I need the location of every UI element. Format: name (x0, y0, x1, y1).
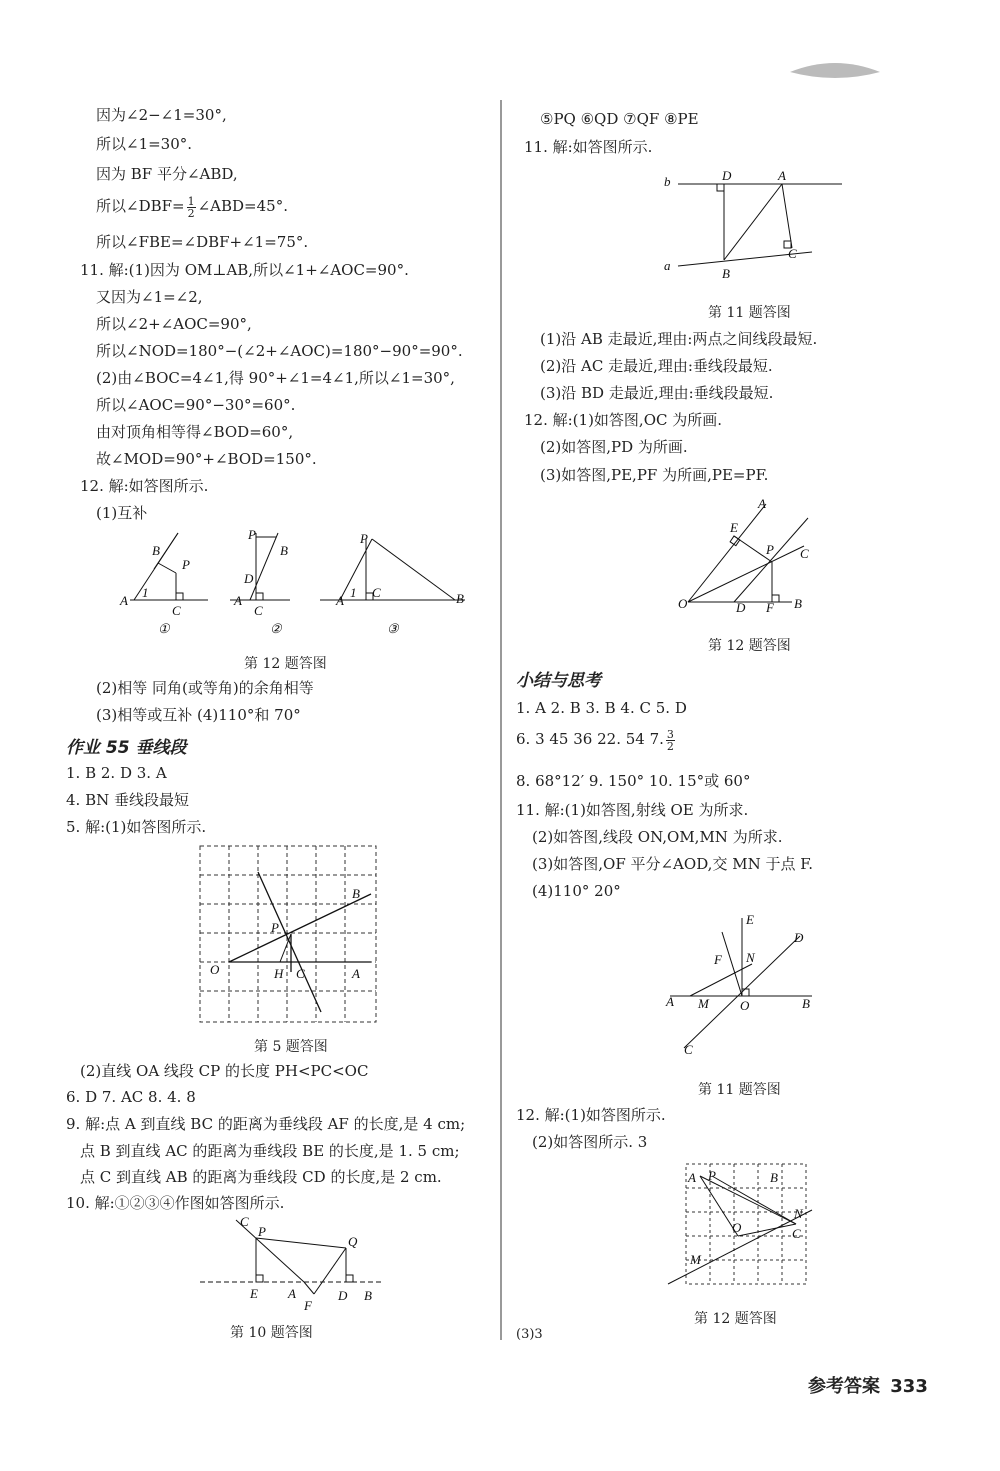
svg-text:A: A (288, 1286, 296, 1301)
text-line: 5. 解:(1)如答图所示. (66, 818, 207, 836)
text-line: 由对顶角相等得∠BOD=60°, (96, 423, 294, 441)
text-line: 因为∠2−∠1=30°, (96, 106, 227, 124)
numerator: 3 (666, 727, 674, 741)
fraction (666, 729, 675, 752)
svg-text:O: O (210, 962, 220, 977)
figure-caption: 第 10 题答图 (230, 1325, 313, 1341)
svg-text:D: D (338, 1288, 348, 1303)
svg-text:D: D (736, 600, 746, 615)
svg-text:D: D (794, 930, 804, 945)
svg-text:B: B (722, 266, 730, 281)
text-line: 所以∠1=30°. (96, 135, 193, 153)
text-line: 1. A 2. B 3. B 4. C 5. D (516, 699, 687, 717)
page-number: 333 (890, 1376, 928, 1397)
text-line: 所以∠2+∠AOC=90°, (96, 315, 252, 333)
svg-text:P: P (248, 527, 256, 542)
text-line: (2)由∠BOC=4∠1,得 90°+∠1=4∠1,所以∠1=30°, (96, 369, 455, 387)
figure-caption: 第 12 题答图 (694, 1311, 777, 1327)
text-line: 所以∠AOC=90°−30°=60°. (96, 396, 296, 414)
figure-caption: 第 12 题答图 (244, 656, 327, 672)
figure-caption: 第 11 题答图 (708, 305, 791, 321)
page-footer (808, 1372, 928, 1398)
svg-text:O: O (678, 596, 688, 611)
text-line-with-fraction (516, 728, 677, 752)
svg-text:A: A (120, 593, 128, 608)
text-line: (3)如答图,OF 平分∠AOD,交 MN 于点 F. (532, 855, 814, 873)
svg-text:O: O (732, 1220, 742, 1235)
text-line: (3)沿 BD 走最近,理由:垂线段最短. (540, 384, 774, 402)
text-line: 8. 68°12′ 9. 150° 10. 15°或 60° (516, 772, 751, 790)
text-line: 所以∠FBE=∠DBF+∠1=75°. (96, 233, 309, 251)
fraction (187, 196, 196, 219)
text-line: (1)沿 AB 走最近,理由:两点之间线段最短. (540, 330, 818, 348)
svg-text:C: C (372, 585, 381, 600)
figure-12-grid (660, 1160, 820, 1300)
text-line: (3)3 (516, 1327, 543, 1342)
svg-text:N: N (746, 950, 755, 965)
svg-text:E: E (730, 520, 738, 535)
svg-text:E: E (746, 912, 754, 927)
svg-text:1: 1 (142, 585, 149, 600)
text-line: 点 B 到直线 AC 的距离为垂线段 BE 的长度,是 1. 5 cm; (80, 1142, 460, 1160)
svg-text:b: b (664, 174, 671, 189)
svg-text:B: B (280, 543, 288, 558)
svg-text:F: F (766, 600, 774, 615)
svg-text:C: C (684, 1042, 693, 1057)
figure-12-left (110, 525, 480, 640)
svg-text:B: B (794, 596, 802, 611)
denominator: 2 (666, 739, 674, 753)
text-line: ⑤PQ ⑥QD ⑦QF ⑧PE (540, 110, 699, 128)
svg-text:M: M (690, 1252, 701, 1267)
svg-text:a: a (664, 258, 671, 273)
svg-text:C: C (172, 603, 181, 618)
section-heading: 作业 55 垂线段 (66, 738, 187, 758)
text-line: (1)互补 (96, 504, 148, 522)
figure-5-grid (196, 842, 382, 1028)
text-part: ∠ABD=45°. (197, 197, 288, 215)
svg-text:1: 1 (350, 585, 357, 600)
svg-text:H: H (274, 966, 284, 981)
sub-label-1: ① (158, 621, 170, 636)
svg-text:A: A (352, 966, 360, 981)
text-line: 12. 解:如答图所示. (80, 477, 209, 495)
svg-text:B: B (770, 1170, 778, 1185)
footer-label: 参考答案 (808, 1376, 880, 1397)
text-line-with-fraction (96, 195, 288, 219)
text-line: 12. 解:(1)如答图,OC 为所画. (524, 411, 723, 429)
figure-caption: 第 12 题答图 (708, 638, 791, 654)
text-line: 4. BN 垂线段最短 (66, 791, 189, 809)
svg-text:B: B (152, 543, 160, 558)
text-line: 故∠MOD=90°+∠BOD=150°. (96, 450, 317, 468)
svg-text:D: D (722, 168, 732, 183)
sub-label-3: ③ (387, 621, 399, 636)
svg-text:O: O (740, 998, 750, 1013)
corner-decoration (790, 62, 880, 84)
svg-text:C: C (800, 546, 809, 561)
svg-text:A: A (688, 1170, 696, 1185)
text-line: (4)110° 20° (532, 882, 621, 900)
text-line: 因为 BF 平分∠ABD, (96, 165, 238, 183)
svg-text:C: C (254, 603, 263, 618)
text-line: 所以∠NOD=180°−(∠2+∠AOC)=180°−90°=90°. (96, 342, 463, 360)
svg-text:P: P (708, 1168, 716, 1183)
figure-caption: 第 5 题答图 (254, 1039, 328, 1055)
svg-text:B: B (364, 1288, 372, 1303)
text-line: 9. 解:点 A 到直线 BC 的距离为垂线段 AF 的长度,是 4 cm; (66, 1115, 466, 1133)
svg-text:A: A (336, 593, 344, 608)
svg-text:M: M (698, 996, 709, 1011)
text-line: 1. B 2. D 3. A (66, 764, 167, 782)
text-line: 10. 解:①②③④作图如答图所示. (66, 1194, 285, 1212)
figure-11-right-bottom (662, 910, 822, 1060)
svg-text:B: B (352, 886, 360, 901)
text-part: 6. 3 45 36 22. 54 7. (516, 730, 664, 748)
column-divider (498, 100, 504, 1340)
denominator: 2 (187, 206, 195, 220)
text-line: 又因为∠1=∠2, (96, 288, 203, 306)
text-line: 12. 解:(1)如答图所示. (516, 1106, 666, 1124)
svg-text:C: C (240, 1214, 249, 1229)
figure-10 (196, 1214, 396, 1324)
figure-caption: 第 11 题答图 (698, 1082, 781, 1098)
text-line: (3)相等或互补 (4)110°和 70° (96, 706, 301, 724)
svg-text:N: N (794, 1206, 803, 1221)
text-line: (2)沿 AC 走最近,理由:垂线段最短. (540, 357, 773, 375)
figure-11-right (660, 162, 850, 282)
svg-text:A: A (234, 593, 242, 608)
text-line: (2)如答图,PD 为所画. (540, 438, 688, 456)
text-part: 所以∠DBF= (96, 197, 185, 215)
section-heading: 小结与思考 (516, 671, 601, 691)
text-line: 点 C 到直线 AB 的距离为垂线段 CD 的长度,是 2 cm. (80, 1168, 442, 1186)
text-line: 11. 解:(1)如答图,射线 OE 为所求. (516, 801, 749, 819)
svg-text:D: D (244, 571, 254, 586)
svg-text:Q: Q (348, 1234, 358, 1249)
svg-text:F: F (304, 1298, 312, 1313)
numerator: 1 (187, 194, 195, 208)
svg-text:F: F (714, 952, 722, 967)
svg-text:B: B (802, 996, 810, 1011)
figure-12-right (674, 494, 814, 619)
text-line: 11. 解:(1)因为 OM⊥AB,所以∠1+∠AOC=90°. (80, 261, 409, 279)
text-line: (3)如答图,PE,PF 为所画,PE=PF. (540, 466, 769, 484)
svg-text:P: P (766, 542, 774, 557)
svg-text:B: B (456, 591, 464, 606)
svg-text:A: A (666, 994, 674, 1009)
text-line: (2)直线 OA 线段 CP 的长度 PH<PC<OC (80, 1062, 369, 1080)
sub-label-2: ② (270, 621, 282, 636)
svg-text:A: A (778, 168, 786, 183)
svg-text:C: C (788, 246, 797, 261)
text-line: 11. 解:如答图所示. (524, 138, 653, 156)
svg-text:A: A (758, 496, 766, 511)
text-line: 6. D 7. AC 8. 4. 8 (66, 1088, 196, 1106)
svg-text:P: P (271, 920, 279, 935)
text-line: (2)相等 同角(或等角)的余角相等 (96, 679, 314, 697)
svg-text:P: P (182, 557, 190, 572)
text-line: (2)如答图所示. 3 (532, 1133, 648, 1151)
svg-text:P: P (360, 531, 368, 546)
text-line: (2)如答图,线段 ON,OM,MN 为所求. (532, 828, 783, 846)
svg-text:E: E (250, 1286, 258, 1301)
svg-text:C: C (792, 1226, 801, 1241)
svg-text:P: P (258, 1224, 266, 1239)
svg-text:C: C (296, 966, 305, 981)
